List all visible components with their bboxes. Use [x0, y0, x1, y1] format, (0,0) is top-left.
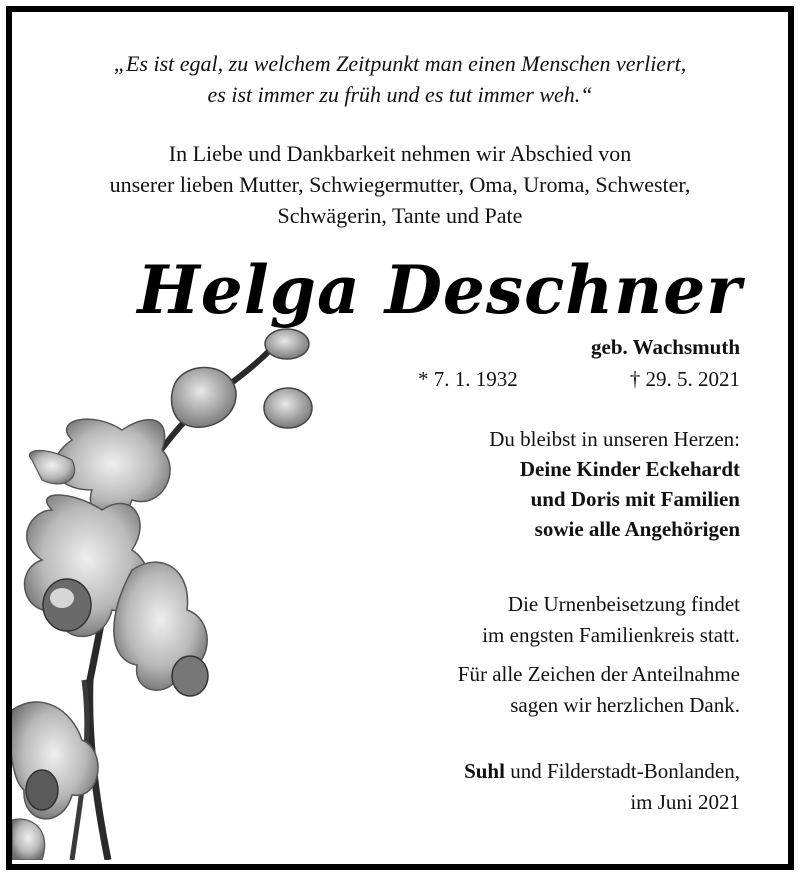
- thanks-line-1: Für alle Zeichen der Anteilnahme: [457, 662, 740, 686]
- thanks-line-2: sagen wir herzlichen Dank.: [510, 693, 740, 717]
- quote-line-1: „Es ist egal, zu welchem Zeitpunkt man einen Menschen verliert,: [113, 51, 687, 76]
- mourners-line-2: Deine Kinder Eckehardt: [519, 457, 740, 481]
- place-line: [464, 756, 740, 787]
- intro-line-3: Schwägerin, Tante und Pate: [277, 203, 523, 228]
- intro-line-1: In Liebe und Dankbarkeit nehmen wir Abschied von: [168, 141, 632, 166]
- burial-notice: [482, 589, 740, 651]
- place-date-line: im Juni 2021: [630, 790, 740, 814]
- mourners-line-4: sowie alle Angehörigen: [534, 517, 740, 541]
- maiden-name: geb. Wachsmuth: [591, 335, 740, 359]
- place-city-rest: und Filderstadt-Bonlanden,: [504, 759, 740, 783]
- mourners-block: [489, 424, 740, 544]
- birth-date: * 7. 1. 1932: [418, 367, 518, 391]
- intro-text: [0, 138, 800, 231]
- mourners-line-1: Du bleibst in unseren Herzen:: [489, 427, 740, 451]
- thanks-notice: [458, 659, 740, 721]
- burial-line-2: im engsten Familienkreis statt.: [482, 623, 740, 647]
- deceased-name: Helga Deschner: [137, 251, 742, 329]
- place-date: [464, 756, 740, 818]
- quote: [0, 48, 800, 110]
- mourners-line-3: und Doris mit Familien: [530, 487, 740, 511]
- burial-line-1: Die Urnenbeisetzung findet: [507, 592, 740, 616]
- orchid-illustration: [12, 320, 332, 860]
- death-date: † 29. 5. 2021: [629, 367, 740, 391]
- quote-line-2: es ist immer zu früh und es tut immer weh.“: [207, 82, 593, 107]
- place-city-bold: Suhl: [464, 759, 505, 783]
- intro-line-2: unserer lieben Mutter, Schwiegermutter, Oma, Uroma, Schwester,: [109, 172, 691, 197]
